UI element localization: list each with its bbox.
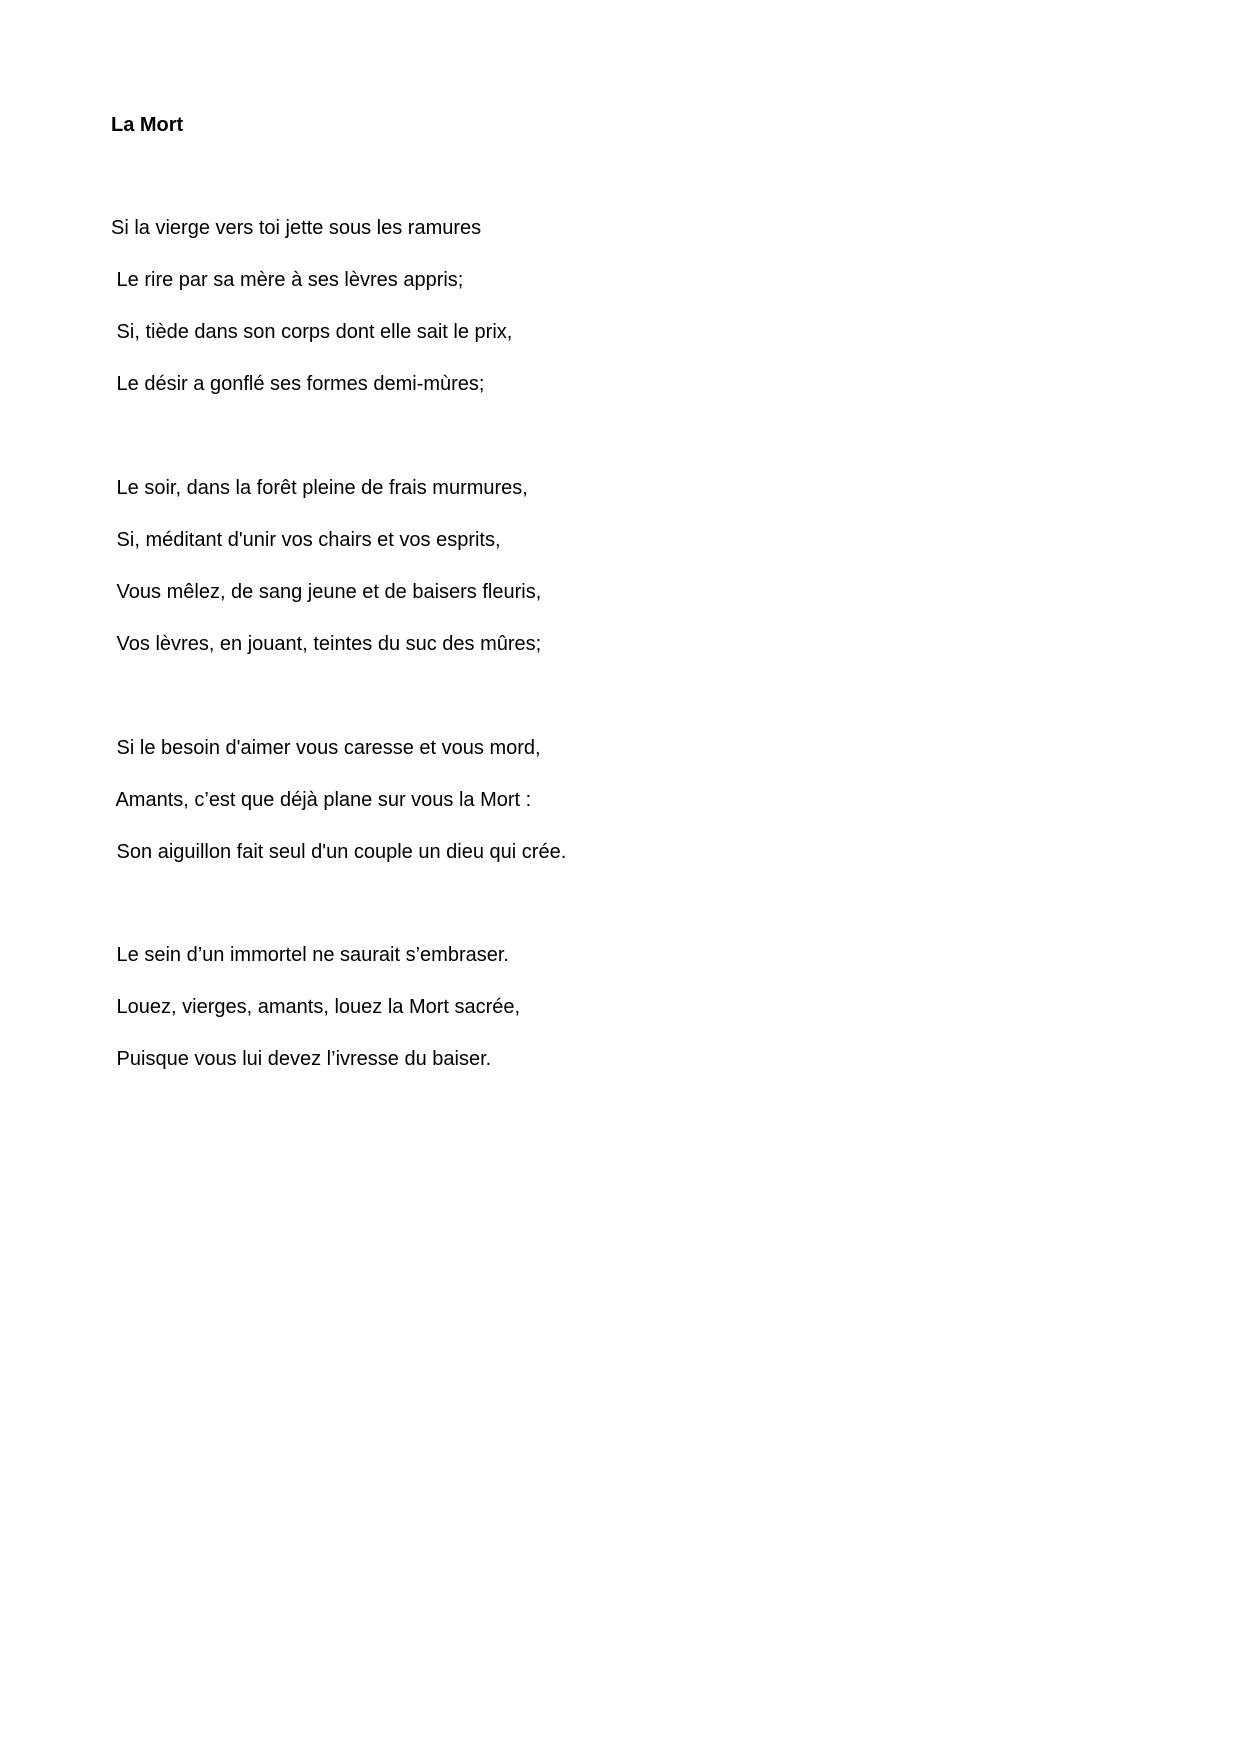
verse-line: Son aiguillon fait seul d'un couple un dieu qui crée. [111,841,567,863]
verse-line: Puisque vous lui devez l’ivresse du baiser. [111,1048,492,1070]
stanza-1 [111,215,911,423]
verse-line: Si, tiède dans son corps dont elle sait le prix, [111,321,513,343]
stanza-3 [111,735,911,891]
stanza-2 [111,475,911,683]
verse-line: Le rire par sa mère à ses lèvres appris; [111,269,464,291]
verse-line: Louez, vierges, amants, louez la Mort sacrée, [111,996,521,1018]
poem-title: La Mort [111,114,184,136]
verse-line: Vos lèvres, en jouant, teintes du suc des mûres; [111,633,542,655]
verse-line: Si le besoin d'aimer vous caresse et vous mord, [111,737,541,759]
verse-line: Si la vierge vers toi jette sous les ramures [111,217,482,239]
verse-line: Le désir a gonflé ses formes demi-mùres; [111,373,485,395]
verse-line: Le soir, dans la forêt pleine de frais murmures, [111,477,528,499]
verse-line: Amants, c’est que déjà plane sur vous la Mort : [111,789,532,811]
stanza-4 [111,942,911,1098]
verse-line: Vous mêlez, de sang jeune et de baisers fleuris, [111,581,542,603]
verse-line: Si, méditant d'unir vos chairs et vos esprits, [111,529,501,551]
verse-line: Le sein d’un immortel ne saurait s’embraser. [111,944,509,966]
